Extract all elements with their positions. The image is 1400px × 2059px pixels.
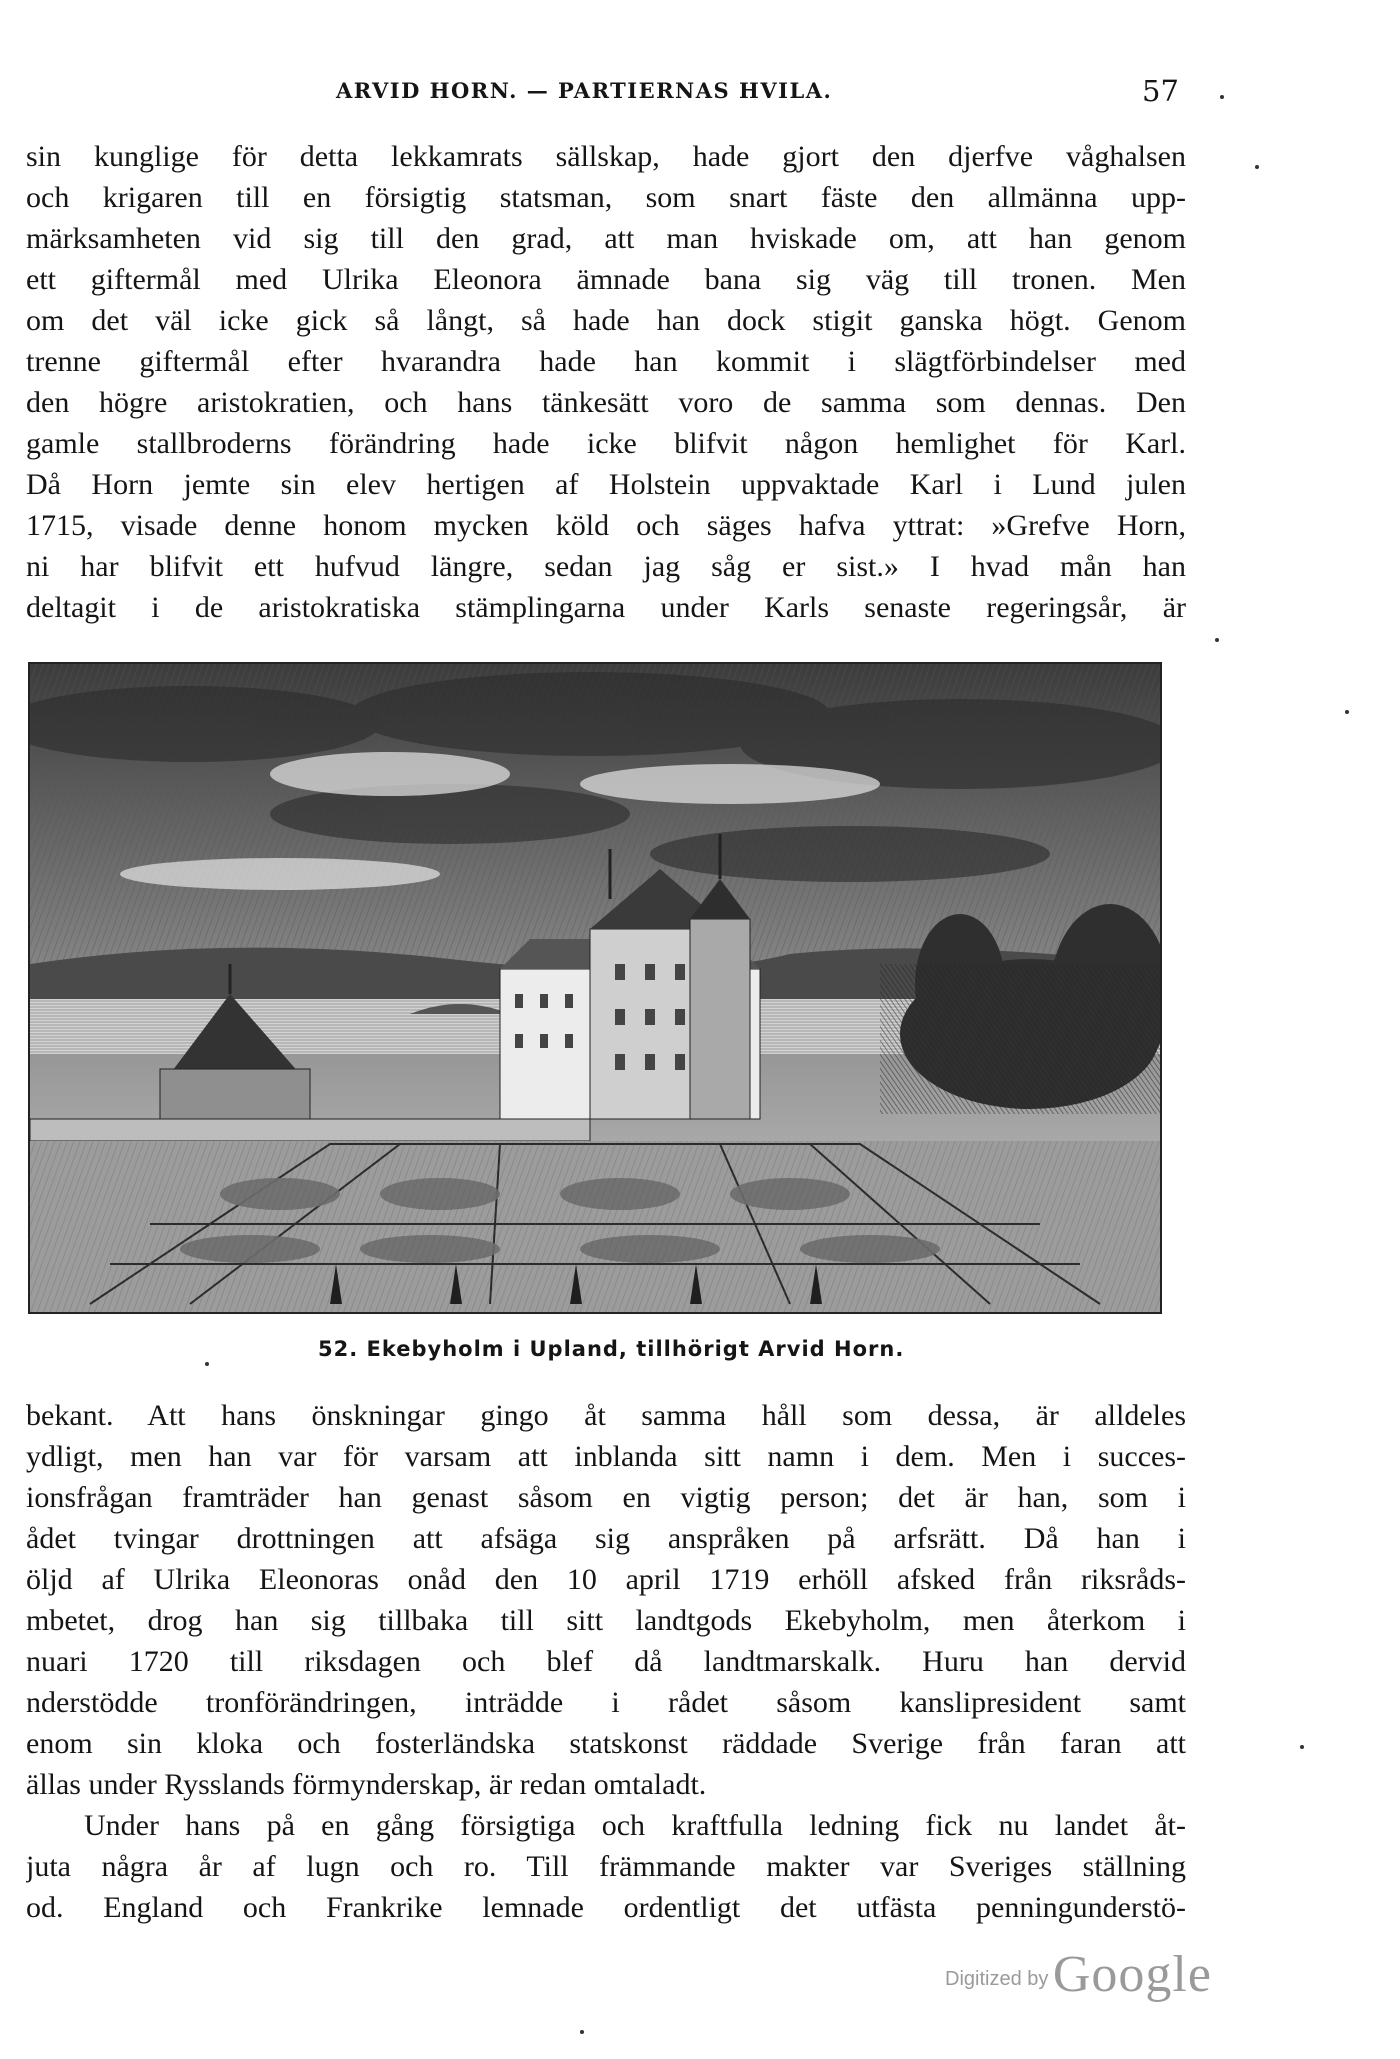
digitization-watermark	[945, 1945, 1212, 2004]
text-line: bekant. Att hans önskningar gingo åt samma håll som dessa, är alldeles	[26, 1399, 1186, 1432]
figure-caption: 52. Ekebyholm i Upland, tillhörigt Arvid Horn.	[318, 1337, 905, 1361]
text-line: trenne giftermål efter hvarandra hade han kommit i slägtförbindelser med	[26, 345, 1186, 378]
running-head: ARVID HORN. — PARTIERNAS HVILA.	[336, 78, 833, 103]
watermark-prefix: Digitized by	[945, 1968, 1049, 1990]
text-line: öljd af Ulrika Eleonoras onåd den 10 april 1719 erhöll afsked från riksråds-	[26, 1563, 1186, 1596]
text-line: sin kunglige för detta lekkamrats sällskap, hade gjort den djerfve våghalsen	[26, 140, 1186, 173]
text-line: märksamheten vid sig till den grad, att man hviskade om, att han genom	[26, 222, 1186, 255]
scan-speck	[1345, 710, 1349, 714]
scan-speck	[1215, 638, 1219, 642]
text-line: och krigaren till en försigtig statsman, som snart fäste den allmänna upp-	[26, 181, 1186, 214]
engraving-ekebyholm	[28, 662, 1162, 1314]
scan-speck	[580, 2030, 584, 2034]
scan-speck	[205, 1362, 209, 1366]
text-line: nderstödde tronförändringen, inträdde i rådet såsom kanslipresident samt	[26, 1686, 1186, 1719]
text-line: den högre aristokratien, och hans tänkesätt voro de samma som dennas. Den	[26, 386, 1186, 419]
text-line: ionsfrågan framträder han genast såsom en vigtig person; det är han, som i	[26, 1481, 1186, 1514]
text-line: ydligt, men han var för varsam att inblanda sitt namn i dem. Men i succes-	[26, 1440, 1186, 1473]
text-line: gamle stallbroderns förändring hade icke blifvit någon hemlighet för Karl.	[26, 427, 1186, 460]
text-line: nuari 1720 till riksdagen och blef då landtmarskalk. Huru han dervid	[26, 1645, 1186, 1678]
scan-speck	[1220, 95, 1224, 99]
text-line: Då Horn jemte sin elev hertigen af Holstein uppvaktade Karl i Lund julen	[26, 468, 1186, 501]
text-line: mbetet, drog han sig tillbaka till sitt landtgods Ekebyholm, men återkom i	[26, 1604, 1186, 1637]
paragraph-2	[26, 1395, 1186, 1805]
text-line: om det väl icke gick så långt, så hade han dock stigit ganska högt. Genom	[26, 304, 1186, 337]
text-line: juta några år af lugn och ro. Till främmande makter var Sveriges ställning	[26, 1850, 1186, 1883]
paragraph-3	[26, 1805, 1186, 1928]
text-line: ådet tvingar drottningen att afsäga sig anspråken på arfsrätt. Då han i	[26, 1522, 1186, 1555]
text-line: deltagit i de aristokratiska stämplingarna under Karls senaste regeringsår, är	[26, 591, 1186, 624]
text-line: od. England och Frankrike lemnade ordentligt det utfästa penningunderstö-	[26, 1891, 1186, 1924]
text-line: enom sin kloka och fosterländska statskonst räddade Sverige från faran att	[26, 1727, 1186, 1760]
text-line: ni har blifvit ett hufvud längre, sedan jag såg er sist.» I hvad mån han	[26, 550, 1186, 583]
text-line: ällas under Rysslands förmynderskap, är redan omtaladt.	[26, 1768, 707, 1801]
text-line: Under hans på en gång försigtiga och kraftfulla ledning fick nu landet åt-	[84, 1809, 1186, 1842]
paragraph-1	[26, 136, 1186, 628]
scan-speck	[1300, 1745, 1304, 1749]
google-logo: Google	[1052, 1946, 1212, 2003]
scan-speck	[1255, 165, 1259, 169]
text-line: ett giftermål med Ulrika Eleonora ämnade bana sig väg till tronen. Men	[26, 263, 1186, 296]
text-line: 1715, visade denne honom mycken köld och säges hafva yttrat: »Grefve Horn,	[26, 509, 1186, 542]
page-number: 57	[1142, 74, 1179, 108]
